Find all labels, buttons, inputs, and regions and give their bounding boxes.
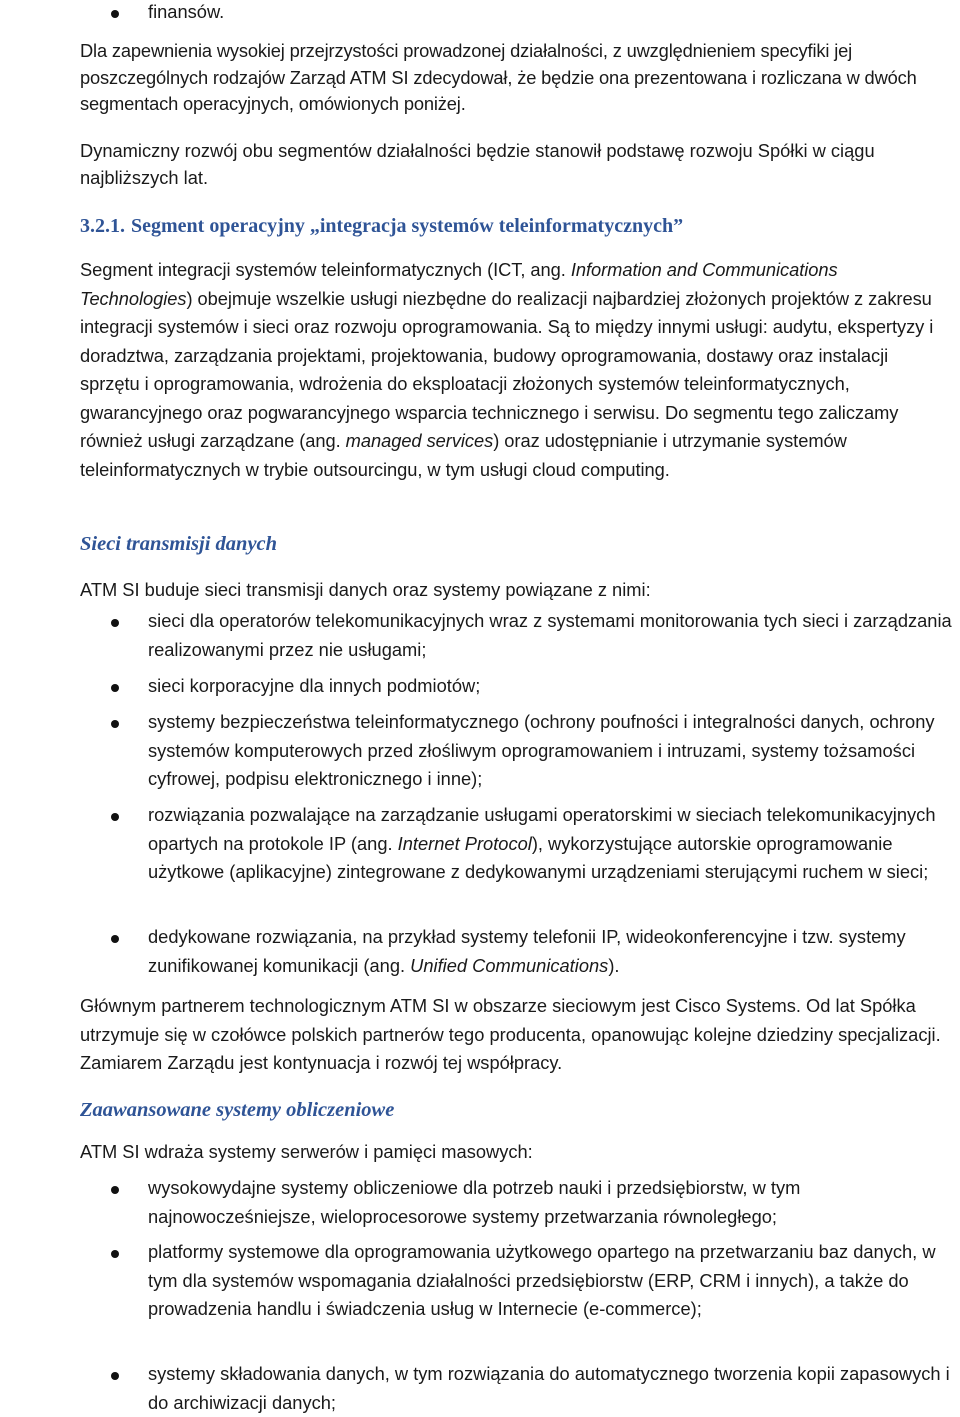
bullet-icon	[111, 10, 119, 18]
list-item: platformy systemowe dla oprogramowania użytkowego opartego na przetwarzaniu baz danych, w tym dla systemów wspomagania działalności przedsiębiorstw (ERP, CRM i innych), a także do prowadzenia handlu i świadczenia usług w Internecie (e-commerce);	[148, 1241, 936, 1319]
intro-paragraph-2: Dynamiczny rozwój obu segmentów działalności będzie stanowił podstawę rozwoju Spółki w ciągu najbliższych lat.	[80, 140, 875, 188]
list-item	[148, 801, 960, 887]
list-item: sieci dla operatorów telekomunikacyjnych wraz z systemami monitorowania tych sieci i zarządzania realizowanymi przez nie usługami;	[148, 610, 952, 660]
bullet-icon	[111, 935, 119, 943]
text-run: dedykowane rozwiązania, na przykład systemy telefonii IP, wideokonferencyjne i tzw. systemy zunifikowanej komunikacji (ang.	[148, 926, 906, 976]
text-run: rozwiązania pozwalające na zarządzanie usługami operatorskimi w sieciach telekomunikacyjnych opartych na protokole IP (ang.	[148, 804, 936, 854]
computing-intro: ATM SI wdraża systemy serwerów i pamięci masowych:	[80, 1141, 533, 1162]
bullet-icon	[111, 1250, 119, 1258]
italic-term: Unified Communications	[410, 954, 609, 976]
list-item: sieci korporacyjne dla innych podmiotów;	[148, 675, 481, 696]
bullet-icon	[111, 1186, 119, 1194]
section-heading	[80, 215, 683, 238]
subsection-heading-networks: Sieci transmisji danych	[80, 533, 278, 555]
list-item: systemy bezpieczeństwa teleinformatycznego (ochrony poufności i integralności danych, ochrony systemów komputerowych przed złośliwym oprogramowaniem i intruzami, systemy tożsamości cyfrowej, podpisu elektronicznego i inne);	[148, 711, 935, 789]
list-item	[148, 923, 960, 980]
text-run: ) oraz udostępnianie i utrzymanie systemów teleinformatycznych w trybie outsourcingu, w tym usługi cloud computing.	[80, 430, 847, 480]
bullet-icon	[111, 619, 119, 627]
list-item: systemy składowania danych, w tym rozwiązania do automatycznego tworzenia kopii zapasowych i do archiwizacji danych;	[148, 1363, 950, 1413]
bullet-icon	[111, 1372, 119, 1380]
partner-paragraph: Głównym partnerem technologicznym ATM SI w obszarze sieciowym jest Cisco Systems. Od lat Spółka utrzymuje się w czołówce polskich partnerów tego producenta, opanowując kolejne dziedziny specjalizacji. Zamiarem Zarządu jest kontynuacja i rozwój tej współpracy.	[80, 995, 941, 1073]
bullet-icon	[111, 813, 119, 821]
ict-paragraph	[80, 256, 948, 484]
section-number: 3.2.1.	[80, 215, 125, 237]
italic-term: managed services	[345, 430, 494, 451]
italic-term: Internet Protocol	[397, 832, 532, 854]
bullet-icon	[111, 720, 119, 728]
list-item: wysokowydajne systemy obliczeniowe dla potrzeb nauki i przedsiębiorstw, w tym najnowocześniejsze, wieloprocesorowe systemy przetwarzania równoległego;	[148, 1177, 801, 1227]
section-title: Segment operacyjny „integracja systemów teleinformatycznych”	[131, 215, 684, 237]
intro-paragraph: Dla zapewnienia wysokiej przejrzystości prowadzonej działalności, z uwzględnieniem specyfiki jej poszczególnych rodzajów Zarząd ATM SI zdecydował, że będzie ona prezentowana i rozliczana w dwóch segmentach operacyjnych, omówionych poniżej.	[80, 40, 917, 114]
text-run: ) obejmuje wszelkie usługi niezbędne do realizacji najbardziej złożonych projektów z zakresu integracji systemów i sieci oraz rozwoju oprogramowania. Są to między innymi usługi: audytu, ekspertyzy i doradztwa, zarządzania projektami, projektowania, budowy oprogramowania, dostawy oraz instalacji sprzętu i oprogramowania, wdrożenia do eksploatacji złożonych systemów teleinformatycznych, gwarancyjnego oraz pogwarancyjnego wsparcia technicznego i serwisu. Do segmentu tego zaliczamy również usługi zarządzane (ang.	[80, 287, 934, 451]
text-run: ), wykorzystujące autorskie oprogramowanie użytkowe (aplikacyjne) zintegrowane z dedykowanymi urządzeniami sterującymi ruchem w sieci;	[148, 832, 929, 882]
subsection-heading-computing: Zaawansowane systemy obliczeniowe	[80, 1099, 395, 1121]
networks-intro: ATM SI buduje sieci transmisji danych oraz systemy powiązane z nimi:	[80, 579, 651, 600]
italic-term: Information and Communications Technologies	[80, 259, 838, 309]
text-run: ).	[608, 954, 620, 976]
list-item: finansów.	[148, 1, 225, 22]
bullet-icon	[111, 684, 119, 692]
text-run: Segment integracji systemów teleinformatycznych (ICT, ang.	[80, 259, 571, 280]
